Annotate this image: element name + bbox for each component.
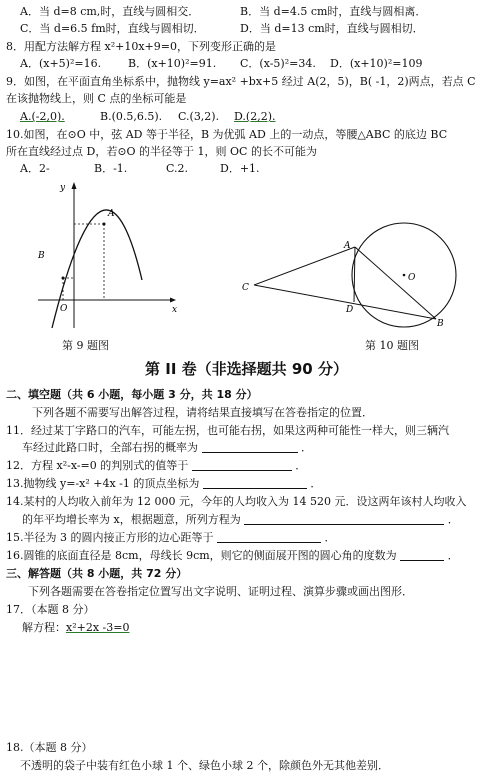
q13-text: 13.抛物线 y=-x² +4x -1 的顶点坐标为 [6, 477, 200, 490]
label-b: B [437, 319, 444, 329]
q11-line2 [22, 440, 312, 455]
q15-answer-blank [217, 531, 321, 543]
q10-option-d: D．+1. [220, 162, 260, 175]
section-2-instruction: 下列各题不需要写出解答过程，请将结果直接填写在答卷指定的位置． [32, 406, 373, 419]
q10-option-b: B．-1. [94, 162, 128, 175]
q10-option-a: A．2- [20, 162, 50, 175]
q17-equation: x²+2x -3=0 [66, 621, 130, 634]
q8-option-b: B．(x+10)²=91. [128, 57, 217, 70]
q18-line1: 不透明的袋子中装有红色小球 1 个、绿色小球 2 个，除颜色外无其他差别． [20, 759, 389, 772]
q16-line [6, 548, 459, 563]
label-a: A [108, 209, 115, 219]
q18-heading: 18.（本题 8 分） [6, 741, 93, 754]
label-y: y [60, 183, 66, 193]
q10-stem-line2: 所在直线经过点 D，若⊙O 的半径等于 1，则 OC 的长不可能为 [6, 145, 317, 158]
segment-ab [355, 247, 436, 319]
q14-text: 的年平均增长率为 x，根据题意，所列方程为 [22, 513, 241, 526]
label-d: D [346, 305, 354, 315]
part-2-title: 第 II 卷（非选择题共 90 分） [145, 360, 348, 378]
point-b [62, 277, 65, 280]
q14-line2 [22, 512, 459, 527]
q11-period: ． [301, 441, 312, 454]
label-o: O [60, 304, 68, 314]
segment-ca [254, 247, 355, 285]
q15-line [6, 530, 335, 545]
q9-option-d: D.(2,2). [234, 110, 276, 123]
q11-text: 车经过此路口时，全部右拐的概率为 [22, 441, 198, 454]
q9-stem-line1: 9．如图，在平面直角坐标系中，抛物线 y=ax² +bx+5 经过 A(2，5)，B( -1，2)两点，若点 C [6, 75, 476, 88]
q17-prompt: 解方程： [22, 621, 66, 634]
q9-option-a: A.(-2,0). [20, 110, 65, 123]
label-x: x [172, 305, 178, 315]
q9-option-c: C.(3,2). [178, 110, 220, 123]
label-o: O [408, 273, 416, 283]
segment-ad [354, 247, 355, 302]
label-c: C [242, 283, 249, 293]
q9-stem-line2: 在该抛物线上，则 C 点的坐标可能是 [6, 92, 187, 105]
q13-answer-blank [203, 477, 307, 489]
q16-period: ． [447, 549, 459, 562]
q16-text: 16.圆锥的底面直径是 8cm，母线长 9cm，则它的侧面展开图的圆心角的度数为 [6, 549, 397, 562]
section-3-instruction: 下列各题需要在答卷指定位置写出文字说明、证明过程、演算步骤或画出图形． [28, 585, 413, 598]
q16-answer-blank [400, 549, 444, 561]
q17-heading: 17．（本题 8 分） [6, 603, 95, 616]
q11-answer-blank [202, 441, 298, 453]
figure-10-caption: 第 10 题图 [365, 339, 419, 352]
figure-9-caption: 第 9 题图 [62, 339, 109, 352]
q15-period: ． [324, 531, 336, 544]
q8-stem: 8．用配方法解方程 x²+10x+9=0，下列变形正确的是 [6, 40, 276, 53]
q7-option-b: B．当 d=4.5 cm时，直线与圆相离． [240, 5, 427, 18]
q7-option-c: C．当 d=6.5 fm时，直线与圆相切． [20, 22, 205, 35]
q8-option-a: A．(x+5)²=16. [20, 57, 102, 70]
q12-answer-blank [192, 459, 292, 471]
q15-text: 15.半径为 3 的圆内接正方形的边心距等于 [6, 531, 214, 544]
q14-answer-blank [244, 513, 444, 525]
segment-cb [254, 285, 436, 319]
figure-10-circle-triangle [240, 208, 470, 334]
figure-9-parabola [30, 178, 180, 330]
q12-text: 12．方程 x²-x-=0 的判别式的值等于 [6, 459, 189, 472]
q8-option-d: D．(x+10)²=109 [330, 57, 423, 70]
q14-line1: 14.某村的人均收入前年为 12 000 元，今年的人均收入为 14 520 元．设这两年该村人均收入 [6, 495, 467, 508]
section-2-heading: 二、填空题（共 6 小题，每小题 3 分，共 18 分） [6, 388, 258, 401]
x-axis-arrow [170, 298, 176, 303]
point-a [103, 223, 106, 226]
section-3-heading: 三、解答题（共 8 小题，共 72 分） [6, 567, 188, 580]
q14-period: ． [447, 513, 459, 526]
y-axis-arrow [72, 182, 77, 189]
q9-option-b: B.(0.5,6.5). [100, 110, 163, 123]
q13-period: ． [310, 477, 322, 490]
label-a: A [344, 241, 351, 251]
q12-period: ． [295, 459, 307, 472]
q7-option-d: D．当 d=13 cm时，直线与圆相切． [240, 22, 424, 35]
q13-line [6, 476, 321, 491]
q10-stem-line1: 10.如图，在⊙O 中，弦 AD 等于半径，B 为优弧 AD 上的一动点，等腰△ABC 的底边 BC [6, 128, 448, 141]
q7-option-a: A．当 d=8 cm,时，直线与圆相交． [20, 5, 200, 18]
q11-line1: 11．经过某丁字路口的汽车，可能左拐，也可能右拐，如果这两种可能性一样大，则三辆汽 [6, 424, 449, 437]
label-b: B [38, 251, 45, 261]
q10-option-c: C.2. [166, 162, 189, 175]
q8-option-c: C．(x-5)²=34. [240, 57, 316, 70]
center-point-o [403, 274, 406, 277]
q17-prompt-line [22, 620, 129, 635]
q12-line [6, 458, 306, 473]
